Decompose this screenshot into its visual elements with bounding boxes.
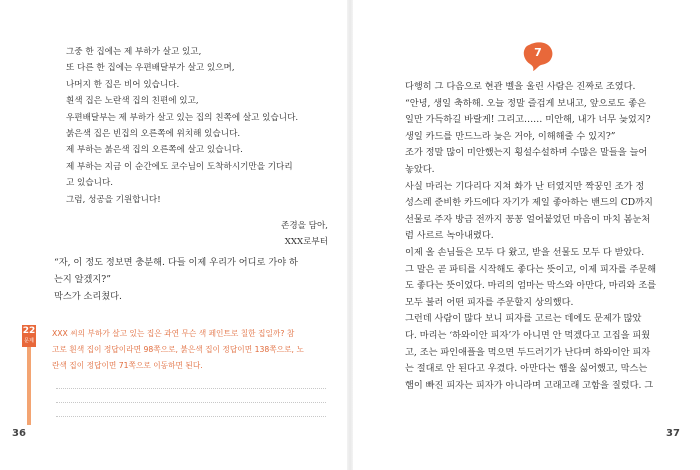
story-line: 도 좋다는 뜻이었다. 마리의 엄마는 막스와 아만다, 마리와 조를: [405, 280, 657, 292]
letter-line: 우편배달부는 제 부하가 살고 있는 집의 친쪽에 살고 있습니다.: [66, 112, 299, 123]
answer-line[interactable]: [56, 388, 326, 389]
signature-line: XXX로부터: [284, 237, 328, 248]
dialog-line: “자, 이 정도 정보면 충분해. 다들 이제 우리가 어디로 가야 하: [54, 257, 298, 268]
quiz-question: [52, 326, 337, 374]
quiz-number: 22: [22, 326, 36, 336]
letter-line: 그럼, 성공을 기원합니다!: [66, 194, 161, 205]
answer-line[interactable]: [56, 416, 326, 417]
letter-line: 그중 한 집에는 제 부하가 살고 있고,: [66, 47, 202, 57]
answer-line[interactable]: [56, 402, 326, 403]
story-line: 그 말은 곧 파티를 시작해도 좋다는 뜻이고, 이제 피자를 주문해: [405, 263, 657, 275]
letter-line: 고 있습니다.: [66, 178, 113, 189]
story-line: 는 절대로 안 된다고 우겼다. 아만다는 햄을 싫어했고, 막스는: [405, 363, 648, 375]
letter-line: 제 부하는 붉은색 집의 오른쪽에 살고 있습니다.: [66, 145, 243, 156]
letter-line: 또 다른 한 집에는 우편배달부가 살고 있으며,: [66, 63, 235, 74]
story-line: 조가 정말 많이 미안했는지 횡설수설하며 수많은 말들을 늘어: [405, 147, 648, 159]
letter-text: [66, 44, 328, 248]
story-line: 성스레 준비한 카드에다 자기가 제일 좋아하는 밴드의 CD까지: [405, 197, 653, 209]
story-line: 모두 불러 어떤 피자를 주문할지 상의했다.: [405, 296, 574, 308]
dialog-line: 는지 알겠지?”: [54, 274, 111, 286]
story-line: 선물로 주자 방금 전까지 꽁꽁 얼어붙었던 마음이 마치 봄눈처: [405, 213, 651, 225]
letter-line: 흰색 집은 노란색 집의 친편에 있고,: [66, 96, 199, 107]
story-line: 이제 올 손님들은 모두 다 왔고, 받을 선물도 모두 다 받았다.: [405, 246, 645, 258]
story-line: 놓았다.: [405, 163, 435, 175]
left-page: [0, 0, 347, 470]
story-line: 다. 마리는 ‘하와이안 피자’가 아니면 안 먹겠다고 고집을 피웠: [405, 329, 651, 341]
story-line: 햄이 빠진 피자는 피자가 아니라며 고래고래 고함을 질렀다. 그: [405, 379, 654, 391]
story-line: “안녕, 생일 축하해. 오늘 정말 즐겁게 보내고, 앞으로도 좋은: [405, 97, 646, 109]
letter-line: 붉은색 집은 빈집의 오른쪽에 위치해 있습니다.: [66, 129, 241, 140]
signature-line: 존경을 담아,: [281, 221, 328, 231]
dialog-line: 막스가 소리쳤다.: [54, 291, 122, 303]
chapter-number: 7: [534, 46, 542, 59]
quiz-line: XXX 씨의 부하가 살고 있는 집은 과연 무슨 색 페인트로 칠한 집일까? 참: [52, 329, 295, 338]
page-number-left: 36: [12, 428, 26, 439]
story-line: 다행히 그 다음으로 현관 벨을 울린 사람은 진짜로 조였다.: [405, 81, 636, 92]
story-line: 그런데 사람이 많다 보니 피자를 고르는 데에도 문제가 많았: [405, 313, 642, 325]
quiz-label: 문제: [24, 338, 34, 344]
quiz-number-badge: [22, 325, 36, 347]
quiz-line: 란색 집이 정답이면 71쪽으로 이동하면 된다.: [52, 361, 203, 370]
story-text: [405, 79, 663, 394]
story-line: 일만 가득하길 바랄게! 그리고…… 미안해, 내가 너무 늦었지?: [405, 114, 651, 126]
quiz-box: [22, 325, 332, 427]
dialog-text: [54, 254, 334, 306]
story-line: 고, 조는 파인애플을 먹으면 두드러기가 난다며 하와이안 피자: [405, 346, 651, 358]
letter-signature: [66, 218, 328, 251]
chapter-badge: [521, 40, 555, 74]
letter-line: 나머지 한 집은 비어 있습니다.: [66, 79, 180, 90]
letter-line: 제 부하는 지금 이 순간에도 코수님이 도착하시기만을 기다리: [66, 161, 293, 172]
quiz-line: 고로 흰색 집이 정답이라면 98쪽으로, 붉은색 집이 정답이면 138쪽으로, 노: [52, 345, 304, 354]
page-number-right: 37: [666, 428, 680, 439]
story-line: 생일 카드를 만드느라 늦은 거야, 이해해줄 수 있지?”: [405, 130, 616, 142]
story-line: 사실 마리는 기다리다 지쳐 화가 난 터였지만 짝꿍인 조가 정: [405, 180, 645, 192]
story-line: 럼 사르르 녹아내렸다.: [405, 230, 494, 242]
